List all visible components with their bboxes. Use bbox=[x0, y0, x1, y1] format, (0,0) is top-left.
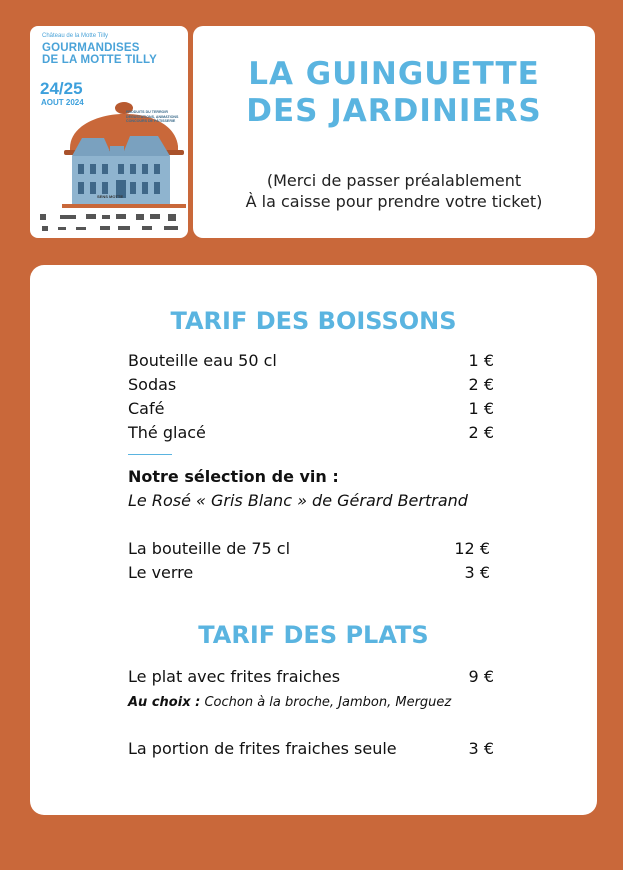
wine-name: Le Rosé « Gris Blanc » de Gérard Bertrand bbox=[128, 491, 468, 510]
drink-name: Thé glacé bbox=[128, 423, 206, 442]
dish-choice-label: Au choix : bbox=[128, 695, 201, 710]
dish-price: 3 € bbox=[468, 739, 494, 758]
drink-item bbox=[128, 399, 494, 423]
drink-name: Café bbox=[128, 399, 165, 418]
poster-title-line1: GOURMANDISES bbox=[42, 42, 140, 54]
title-line2: DES JARDINIERS bbox=[246, 93, 542, 129]
section-divider bbox=[128, 454, 172, 455]
drink-item bbox=[128, 423, 494, 447]
wine-item-name: La bouteille de 75 cl bbox=[128, 539, 291, 558]
ticket-note-line2: À la caisse pour prendre votre ticket) bbox=[245, 192, 543, 211]
dishes-title: TARIF DES PLATS bbox=[198, 621, 429, 649]
dish-price: 9 € bbox=[468, 667, 494, 686]
dish-item bbox=[128, 667, 494, 691]
dish-choice-text: Cochon à la broche, Jambon, Merguez bbox=[200, 695, 452, 710]
poster-logo-label: SENS MOTTE bbox=[97, 194, 124, 199]
poster-title bbox=[42, 42, 157, 66]
poster-venue: Château de la Motte Tilly bbox=[42, 33, 109, 39]
header-panel bbox=[193, 26, 595, 238]
poster-dates: 24/25 bbox=[40, 79, 83, 98]
dish-item bbox=[128, 739, 494, 763]
wine-item-price: 3 € bbox=[464, 563, 490, 582]
price-list-panel bbox=[30, 265, 597, 815]
drink-price: 1 € bbox=[468, 351, 494, 370]
event-poster bbox=[30, 26, 188, 238]
sponsor-logos bbox=[38, 212, 182, 234]
dish-name: Le plat avec frites fraiches bbox=[128, 667, 341, 686]
poster-title-line2: DE LA MOTTE TILLY bbox=[42, 54, 157, 66]
wine-heading: Notre sélection de vin : bbox=[128, 467, 339, 486]
drink-price: 2 € bbox=[468, 423, 494, 442]
page-title bbox=[193, 56, 595, 130]
poster-description: PRODUITS DU TERROIR DÉGUSTATIONS, ANIMATIONS CONCOURS DE PÂTISSERIE bbox=[126, 110, 179, 124]
title-line1: LA GUINGUETTE bbox=[248, 56, 540, 92]
drink-price: 1 € bbox=[468, 399, 494, 418]
ticket-note-line1: (Merci de passer préalablement bbox=[266, 171, 522, 190]
wine-item bbox=[128, 539, 490, 563]
ticket-note bbox=[193, 170, 595, 212]
drink-name: Bouteille eau 50 cl bbox=[128, 351, 277, 370]
wine-item-price: 12 € bbox=[454, 539, 490, 558]
drink-item bbox=[128, 351, 494, 375]
drink-item bbox=[128, 375, 494, 399]
dish-name: La portion de frites fraiches seule bbox=[128, 739, 397, 758]
poster-month: AOUT 2024 bbox=[41, 98, 84, 107]
dish-choice bbox=[128, 695, 451, 710]
drink-name: Sodas bbox=[128, 375, 177, 394]
drinks-title: TARIF DES BOISSONS bbox=[170, 307, 457, 335]
wine-item-name: Le verre bbox=[128, 563, 194, 582]
wine-item bbox=[128, 563, 490, 587]
drink-price: 2 € bbox=[468, 375, 494, 394]
